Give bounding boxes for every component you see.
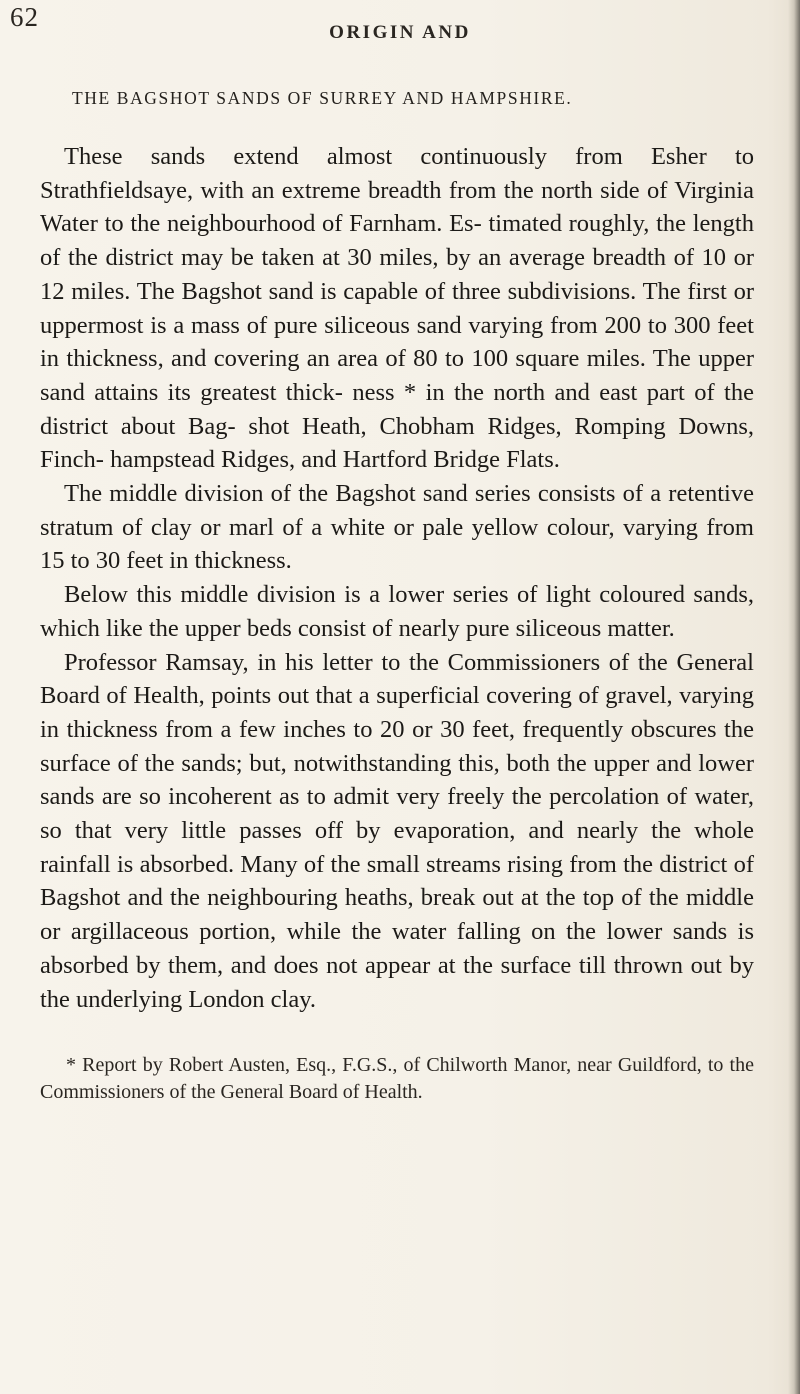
running-head: ORIGIN AND — [329, 22, 471, 43]
footnote: * Report by Robert Austen, Esq., F.G.S., of Chilworth Manor, near Guildford, to the Commissioners of the General Board of Health. — [40, 1054, 754, 1103]
page-edge-shadow — [788, 0, 800, 1394]
body-text — [40, 140, 754, 1016]
paragraph-extent: These sands extend almost continuously from Esher to Strathfieldsaye, with an extreme breadth from the north side of Virginia Water to the neighbourhood of Farnham. Es- timated roughly, the length of the district may be taken at 30 miles, by an average breadth of 10 or 12 miles. The Bagshot sand is capable of three subdivisions. The first or uppermost is a mass of pure siliceous sand varying from 200 to 300 feet in thickness, and covering an area of 80 to 100 square miles. The upper sand attains its greatest thick- ness * in the north and east part of the district about Bag- shot Heath, Chobham Ridges, Romping Downs, Finch- hampstead Ridges, and Hartford Bridge Flats. — [40, 143, 754, 474]
paragraph-middle-division: The middle division of the Bagshot sand series consists of a retentive stratum of clay or marl of a white or pale yellow colour, varying from 15 to 30 feet in thickness. — [40, 480, 754, 575]
paragraph-ramsay: Professor Ramsay, in his letter to the Commissioners of the General Board of Health, points out that a superficial covering of gravel, varying in thickness from a few inches to 20 or 30 feet, frequently obscures the surface of the sands; but, notwithstanding this, both the upper and lower sands are so incoherent as to admit very freely the percolation of water, so that very little passes off by evaporation, and nearly the whole rainfall is absorbed. Many of the small streams rising from the district of Bagshot and the neighbouring heaths, break out at the top of the middle or argillaceous portion, while the water falling on the lower sands is absorbed by them, and does not appear at the surface till thrown out by the underlying London clay. — [40, 648, 754, 1013]
section-heading: THE BAGSHOT SANDS OF SURREY AND HAMPSHIRE. — [72, 88, 573, 108]
paragraph-lower-series: Below this middle division is a lower series of light coloured sands, which like the upper beds consist of nearly pure siliceous matter. — [40, 581, 754, 642]
page-number: 62 — [10, 2, 39, 32]
